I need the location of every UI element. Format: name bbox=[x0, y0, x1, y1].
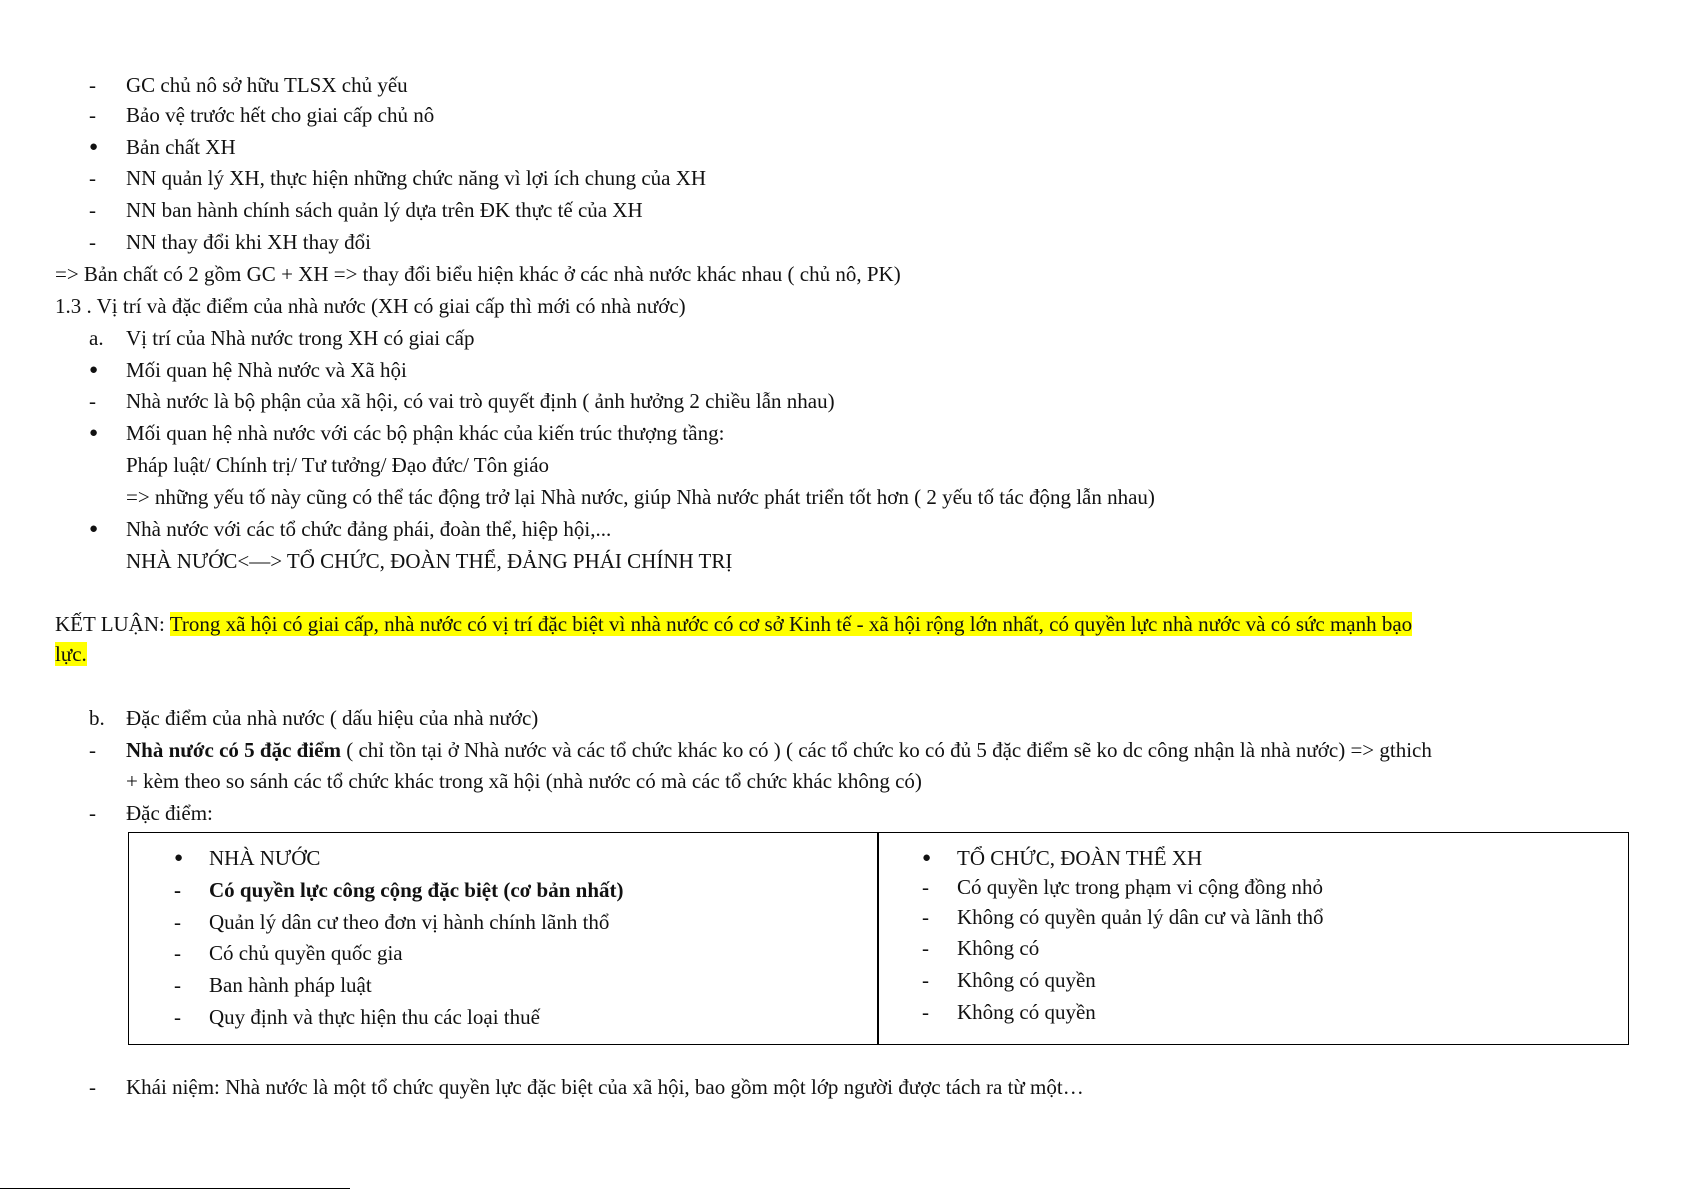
dash-marker: - bbox=[922, 905, 929, 929]
bullet-marker: ● bbox=[89, 139, 99, 155]
list-item: Bảo vệ trước hết cho giai cấp chủ nô bbox=[126, 103, 435, 127]
list-item: NN thay đổi khi XH thay đổi bbox=[126, 230, 371, 254]
list-item: => những yếu tố này cũng có thể tác động trở lại Nhà nước, giúp Nhà nước phát triển tốt hơn ( 2 yếu tố tác động lẫn nhau) bbox=[126, 485, 1155, 509]
table-cell-left bbox=[129, 833, 877, 1044]
dash-marker: - bbox=[89, 1075, 96, 1099]
features-lead-rest: ( chỉ tồn tại ở Nhà nước và các tổ chức khác ko có ) ( các tổ chức ko có đủ 5 đặc điểm sẽ ko dc công nhận là nhà nước) => gthich bbox=[340, 738, 1432, 762]
table-cell-right bbox=[879, 833, 1627, 1044]
features-lead-line-2: + kèm theo so sánh các tổ chức khác trong xã hội (nhà nước có mà các tổ chức khác không có) bbox=[126, 769, 922, 793]
list-item: Nhà nước là bộ phận của xã hội, có vai trò quyết định ( ảnh hưởng 2 chiều lẫn nhau) bbox=[126, 389, 835, 413]
conclusion-highlight: Trong xã hội có giai cấp, nhà nước có vị trí đặc biệt vì nhà nước có cơ sở Kinh tế - xã hội rộng lớn nhất, có quyền lực nhà nước và có sức mạnh bạo bbox=[169, 612, 1413, 636]
subsection-heading: Đặc điểm của nhà nước ( dấu hiệu của nhà nước) bbox=[126, 706, 539, 730]
list-item: NN ban hành chính sách quản lý dựa trên ĐK thực tế của XH bbox=[126, 198, 643, 222]
bullet-marker: ● bbox=[89, 521, 99, 537]
bullet-marker: ● bbox=[89, 425, 99, 441]
list-item: NN quản lý XH, thực hiện những chức năng vì lợi ích chung của XH bbox=[126, 166, 707, 190]
list-item: Mối quan hệ nhà nước với các bộ phận khác của kiến trúc thượng tầng: bbox=[126, 421, 725, 445]
dash-marker: - bbox=[89, 389, 96, 413]
conclusion-line-2 bbox=[55, 641, 87, 667]
definition-line: Khái niệm: Nhà nước là một tổ chức quyền lực đặc biệt của xã hội, bao gồm một lớp người được tách ra từ một… bbox=[126, 1075, 1084, 1099]
dash-marker: - bbox=[89, 103, 96, 127]
bullet-marker: ● bbox=[922, 850, 932, 866]
dash-marker: - bbox=[89, 801, 96, 825]
dash-marker: - bbox=[174, 973, 181, 997]
list-item: Bản chất XH bbox=[126, 135, 236, 159]
conclusion-label: KẾT LUẬN: bbox=[55, 612, 170, 636]
dash-marker: - bbox=[174, 910, 181, 934]
section-heading: 1.3 . Vị trí và đặc điểm của nhà nước (XH có giai cấp thì mới có nhà nước) bbox=[55, 294, 686, 318]
table-header-organizations: TỔ CHỨC, ĐOÀN THỂ XH bbox=[957, 846, 1203, 870]
footnote-separator bbox=[0, 1188, 350, 1189]
bullet-marker: ● bbox=[174, 850, 184, 866]
table-item: Không có quyền quản lý dân cư và lãnh thổ bbox=[957, 905, 1324, 929]
list-item: Nhà nước với các tổ chức đảng phái, đoàn thể, hiệp hội,... bbox=[126, 517, 612, 541]
summary-line: => Bản chất có 2 gồm GC + XH => thay đổi biểu hiện khác ở các nhà nước khác nhau ( chủ nô, PK) bbox=[55, 262, 901, 286]
table-item: Không có bbox=[957, 936, 1040, 960]
table-item: Không có quyền bbox=[957, 968, 1096, 992]
dash-marker: - bbox=[89, 230, 96, 254]
table-item: Ban hành pháp luật bbox=[209, 973, 372, 997]
table-item: Quy định và thực hiện thu các loại thuế bbox=[209, 1005, 540, 1029]
subsection-marker: a. bbox=[89, 326, 104, 350]
dash-marker: - bbox=[89, 198, 96, 222]
dash-marker: - bbox=[89, 166, 96, 190]
dash-marker: - bbox=[174, 1005, 181, 1029]
table-header-state: NHÀ NƯỚC bbox=[209, 846, 321, 870]
features-lead bbox=[126, 737, 1432, 763]
features-lead-bold: Nhà nước có 5 đặc điểm bbox=[126, 738, 341, 762]
dash-marker: - bbox=[89, 738, 96, 762]
dash-marker: - bbox=[89, 73, 96, 97]
dash-marker: - bbox=[922, 1000, 929, 1024]
bullet-marker: ● bbox=[89, 362, 99, 378]
table-item: Quản lý dân cư theo đơn vị hành chính lãnh thổ bbox=[209, 910, 610, 934]
conclusion-line-1 bbox=[55, 611, 1412, 637]
list-item: Mối quan hệ Nhà nước và Xã hội bbox=[126, 358, 407, 382]
dash-marker: - bbox=[174, 941, 181, 965]
conclusion-highlight: lực. bbox=[55, 642, 87, 666]
table-item: Không có quyền bbox=[957, 1000, 1096, 1024]
dash-marker: - bbox=[922, 936, 929, 960]
features-label: Đặc điểm: bbox=[126, 801, 213, 825]
subsection-marker: b. bbox=[89, 706, 105, 730]
table-item: Có chủ quyền quốc gia bbox=[209, 941, 403, 965]
dash-marker: - bbox=[922, 875, 929, 899]
dash-marker: - bbox=[922, 968, 929, 992]
list-item: NHÀ NƯỚC<—> TỔ CHỨC, ĐOÀN THỂ, ĐẢNG PHÁI CHÍNH TRỊ bbox=[126, 549, 733, 573]
comparison-table bbox=[128, 832, 1629, 1045]
subsection-heading: Vị trí của Nhà nước trong XH có giai cấp bbox=[126, 326, 475, 350]
list-item: Pháp luật/ Chính trị/ Tư tưởng/ Đạo đức/ Tôn giáo bbox=[126, 453, 550, 477]
table-item: Có quyền lực công cộng đặc biệt (cơ bản nhất) bbox=[209, 878, 624, 902]
dash-marker: - bbox=[174, 878, 181, 902]
table-item: Có quyền lực trong phạm vi cộng đồng nhỏ bbox=[957, 875, 1324, 899]
list-item: GC chủ nô sở hữu TLSX chủ yếu bbox=[126, 73, 408, 97]
